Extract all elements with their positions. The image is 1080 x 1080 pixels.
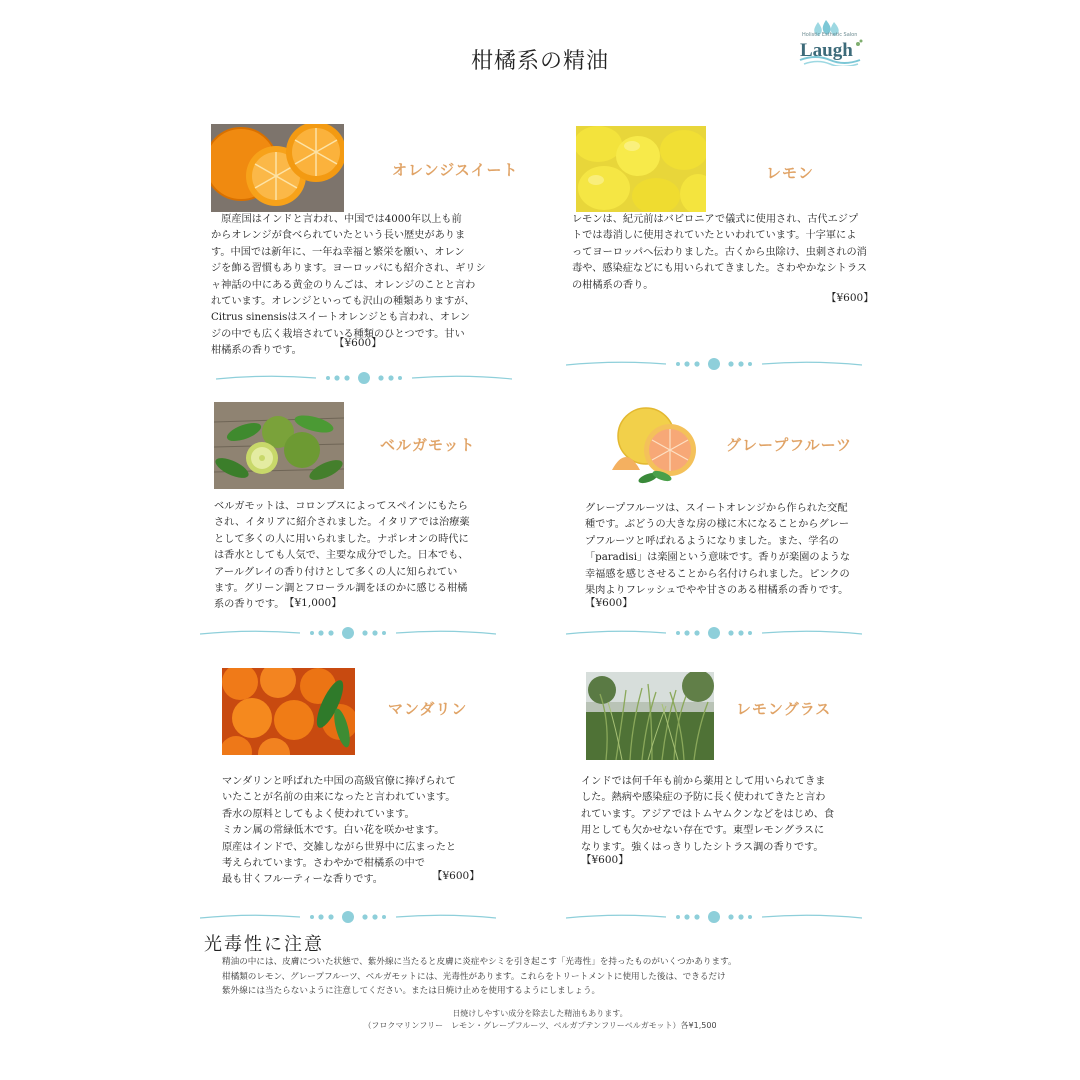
orange-photo (211, 124, 344, 212)
oil-desc-lemon: レモンは、紀元前はバビロニアで儀式に使用され、古代エジプ トでは毒消しに使用されていたといわれています。十字軍によ ってヨーロッパへ伝わりました。古くから虫除け、虫刺されの消 毒や、感染症などにも用いられてきました。さわやかなシトラス の柑橘系の香り。 (572, 214, 867, 291)
lemongrass-photo (586, 672, 714, 760)
oil-price-bergamot: 【¥1,000】 (284, 597, 342, 609)
oil-name-orange-sweet: オレンジスイート (392, 161, 519, 179)
logo-text: Laugh (800, 40, 853, 61)
bergamot-photo (214, 402, 344, 489)
oil-name-lemon: レモン (766, 164, 815, 182)
salon-logo (796, 20, 866, 66)
oil-name-lemongrass: レモングラス (736, 700, 832, 718)
grapefruit-photo (604, 404, 704, 486)
page-title: 柑橘系の精油 (470, 49, 609, 74)
oil-name-grapefruit: グレープフルーツ (726, 436, 853, 454)
oil-price-lemongrass: 【¥600】 (581, 854, 629, 866)
oil-price-grapefruit: 【¥600】 (585, 597, 633, 609)
ornament-divider (200, 626, 496, 640)
logo-tagline: Holistic Esthetic Salon (802, 32, 858, 38)
oil-desc-orange-sweet: 原産国はインドと言われ、中国では4000年以上も前 からオレンジが食べられていたという長い歴史がありま す。中国では新年に、一年ね幸福と繁栄を願い、オレン ジを飾る習慣もあります。ヨーロッパにも紹介され、ギリシ ャ神話の中にある黄金のりんごは、オレンジのことと言わ れています。オレンジといっても沢山の種類ありますが、 Citrus sinensisはスイートオレンジとも言われ、オレン ジの中でも広く栽培されている種類のひとつです。甘い 柑橘系の香りです。 (211, 214, 486, 357)
lemon-photo (576, 126, 706, 212)
oil-desc-bergamot: ベルガモットは、コロンブスによってスペインにもたら され、イタリアに紹介されました。イタリアでは治療薬 として多くの人に用いられました。ナポレオンの時代に は香水としても人気で、主要な成分でした。日本でも、 アールグレイの香り付けとして多くの人に知られてい ます。グリーン調とフローラル調をほのかに感じる柑橘 系の香りです。 (214, 501, 470, 611)
oil-desc-mandarin: マンダリンと呼ばれた中国の高級官僚に捧げられて いたことが名前の由来になったと言われています。 香水の原料としてもよく使われています。 ミカン属の常緑低木です。白い花を咲かせます。 原産はインドで、交雑しながら世界中に広まったと 考えられています。さわやかで柑橘系の中で 最も甘くフルーティーな香りです。 (222, 776, 457, 886)
oil-desc-grapefruit: グレープフルーツは、スイートオレンジから作られた交配 種です。ぶどうの大きな房の様に木になることからグレー プフルーツと呼ばれるようになりました。また、学名の 「paradisi」は楽園という意味です。香りが楽園のような 幸福感を感じさせることから名付けられました。ピンクの 果肉よりフレッシュでやや甘さのある柑橘系の香りです。 (585, 503, 851, 597)
ornament-divider (216, 371, 512, 385)
oil-price-orange-sweet: 【¥600】 (334, 337, 382, 349)
ornament-divider (566, 626, 862, 640)
oil-desc-lemongrass: インドでは何千年も前から薬用として用いられてきま した。熱病や感染症の予防に長く使われてきたと言わ れています。アジアではトムヤムクンなどをはじめ、食 用としても欠かせない存在です。東型レモングラスに なります。強くはっきりしたシトラス調の香りです。 (581, 776, 835, 853)
phototoxicity-heading: 光毒性に注意 (204, 934, 324, 955)
ornament-divider (566, 910, 862, 924)
furocoumarin-free-note: 日焼けしやすい成分を除去した精油もあります。 （フロクマリンフリー レモン・グレープフルーツ、ベルガプテンフリーベルガモット）各¥1,500 (363, 1009, 717, 1030)
oil-name-mandarin: マンダリン (388, 700, 468, 718)
ornament-divider (566, 357, 862, 371)
oil-price-mandarin: 【¥600】 (432, 870, 480, 882)
phototoxicity-text: 精油の中には、皮膚についた状態で、紫外線に当たると皮膚に炎症やシミを引き起こす「光毒性」を持ったものがいくつかあります。 柑橘類のレモン、グレープフルーツ、ベルガモットには、光毒性があります。これらをトリートメントに使用した後は、できるだけ 紫外線には当たらないように注意してください。または日焼け止めを使用するようにしましょう。 (222, 957, 737, 997)
mandarin-photo (222, 668, 355, 755)
ornament-divider (200, 910, 496, 924)
oil-name-bergamot: ベルガモット (380, 436, 476, 454)
oil-price-lemon: 【¥600】 (826, 292, 874, 304)
